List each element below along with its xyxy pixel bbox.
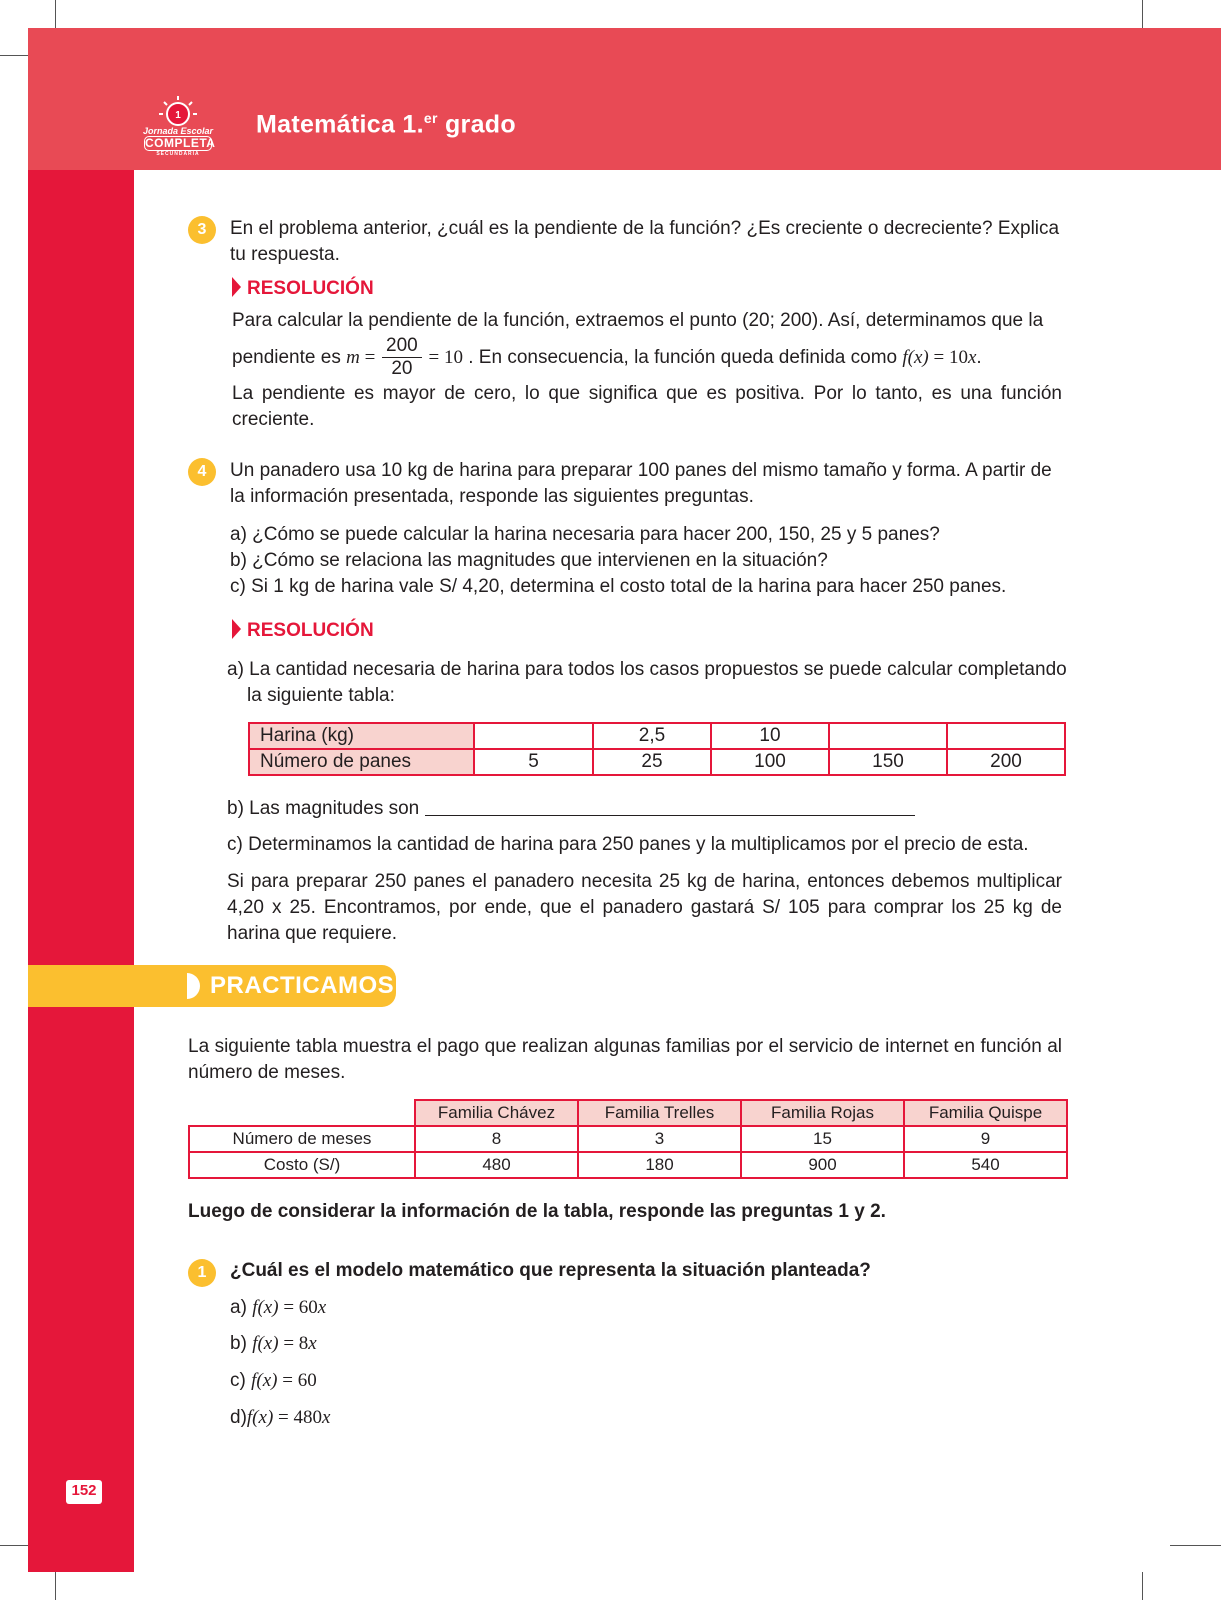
math-eq: = [359, 347, 381, 368]
table-cell [947, 723, 1065, 749]
row-label: Costo (S/) [189, 1152, 415, 1178]
math-eq: = 480 [273, 1407, 322, 1428]
answer-b-text: b) Las magnitudes son [227, 798, 420, 819]
math-fx: f(x) [252, 1297, 279, 1318]
trim-mark [0, 1545, 28, 1546]
table-cell: 3 [578, 1126, 741, 1152]
problem4-answer-c: c) Determinamos la cantidad de harina para 250 panes y la multiplicamos por el precio de esta. [227, 834, 1029, 855]
problem3-line1: Para calcular la pendiente de la función, extraemos el punto (20; 200). Así, determinamos que la [232, 310, 1044, 331]
math-x: x [322, 1407, 331, 1428]
trim-mark [1170, 1545, 1221, 1546]
table-cell: 480 [415, 1152, 578, 1178]
problem-number-3: 3 [188, 216, 216, 244]
column-header: Familia Chávez [415, 1100, 578, 1126]
title-superscript: er [423, 110, 438, 126]
table-cell: 2,5 [593, 723, 711, 749]
math-eq: = 10 [423, 347, 463, 368]
problem4-answer-b [227, 796, 1067, 822]
math-fx: f(x) [902, 347, 929, 368]
table-cell: 9 [904, 1126, 1067, 1152]
math-eq: = 60 [278, 1297, 318, 1318]
trim-mark [0, 55, 28, 56]
question1-text: ¿Cuál es el modelo matemático que representa la situación planteada? [230, 1260, 871, 1281]
table-cell: 25 [593, 749, 711, 775]
option-d [230, 1405, 330, 1431]
option-letter: d) [230, 1407, 247, 1428]
math-fx: f(x) [252, 1333, 279, 1354]
problem3-slope-line [232, 334, 1072, 382]
resolution-heading-3 [232, 277, 374, 300]
option-letter: a) [230, 1297, 253, 1318]
page-number: 152 [71, 1482, 97, 1499]
practicamos-instruction: Luego de considerar la información de la tabla, responde las preguntas 1 y 2. [188, 1201, 886, 1222]
table-row [189, 1126, 1067, 1152]
math-eq: = 60 [277, 1370, 317, 1391]
table-cell: 540 [904, 1152, 1067, 1178]
row-label: Número de meses [189, 1126, 415, 1152]
chevron-right-icon [232, 619, 241, 639]
trim-mark [55, 1572, 56, 1600]
table-cell: 10 [711, 723, 829, 749]
text: . En consecuencia, la función queda definida como [462, 347, 903, 368]
logo-line3: SECUNDARIA [156, 151, 200, 157]
problem4-item-a: a) ¿Cómo se puede calcular la harina necesaria para hacer 200, 150, 25 y 5 panes? [230, 524, 940, 545]
row-label: Harina (kg) [249, 723, 474, 749]
option-b [230, 1331, 317, 1357]
slope-fraction [382, 335, 422, 380]
practicamos-intro: La siguiente tabla muestra el pago que realizan algunas familias por el servicio de internet en función al número de meses. [188, 1036, 1062, 1083]
math-x: x [317, 1297, 327, 1318]
math-fx: f(x) [251, 1370, 278, 1391]
math-x: x [308, 1333, 317, 1354]
row-label: Número de panes [249, 749, 474, 775]
resolution-label: RESOLUCIÓN [247, 620, 374, 641]
table-cell: 5 [474, 749, 593, 775]
page-title [256, 110, 516, 139]
option-letter: b) [230, 1333, 253, 1354]
option-a [230, 1295, 326, 1321]
title-suffix: grado [437, 110, 516, 139]
trim-mark [1142, 1572, 1143, 1600]
answer-blank-line [425, 797, 915, 816]
table-row [249, 723, 1065, 749]
column-header: Familia Rojas [741, 1100, 904, 1126]
chevron-right-icon [232, 277, 241, 297]
internet-payment-table [188, 1099, 1068, 1179]
fraction-denominator: 20 [391, 358, 413, 380]
logo-line1: Jornada Escolar [142, 126, 214, 136]
column-header: Familia Trelles [578, 1100, 741, 1126]
math-eq: = 8 [278, 1333, 309, 1354]
problem3-line3: La pendiente es mayor de cero, lo que significa que es positiva. Por lo tanto, es una función creciente. [232, 383, 1062, 430]
svg-text:1: 1 [175, 110, 181, 121]
trim-mark [1142, 0, 1143, 28]
table-cell: 200 [947, 749, 1065, 775]
option-letter: c) [230, 1370, 252, 1391]
table-cell: 150 [829, 749, 947, 775]
empty-cell [189, 1100, 415, 1126]
title-prefix: Matemática 1. [256, 110, 424, 139]
table-row [249, 749, 1065, 775]
table-cell: 180 [578, 1152, 741, 1178]
resolution-heading-4 [232, 619, 374, 642]
math-fx: f(x) [246, 1407, 274, 1428]
table-cell: 100 [711, 749, 829, 775]
practicamos-title: PRACTICAMOS [210, 972, 395, 999]
table-cell: 15 [741, 1126, 904, 1152]
table-cell: 900 [741, 1152, 904, 1178]
text: . [976, 347, 982, 368]
table-header-row [189, 1100, 1067, 1126]
problem-number-4: 4 [188, 458, 216, 486]
problem3-question: En el problema anterior, ¿cuál es la pendiente de la función? ¿Es creciente o decreciente? Explica tu respuesta. [230, 218, 1060, 265]
side-band [28, 170, 134, 1572]
table-row [189, 1152, 1067, 1178]
column-header: Familia Quispe [904, 1100, 1067, 1126]
problem4-item-c: c) Si 1 kg de harina vale S/ 4,20, determina el costo total de la harina para hacer 250 panes. [230, 576, 1007, 597]
logo [138, 126, 218, 158]
table-cell [829, 723, 947, 749]
table-cell [474, 723, 593, 749]
math-m: m [346, 347, 360, 368]
math-eq: = 10 [928, 347, 968, 368]
problem4-answer-c-detail: Si para preparar 250 panes el panadero necesita 25 kg de harina, entonces debemos multiplicar 4,20 x 25. Encontramos, por ende, que el panadero gastará S/ 105 para comprar los 25 kg de harina que requiere. [227, 871, 1062, 944]
option-c [230, 1368, 317, 1394]
fraction-numerator: 200 [382, 335, 422, 358]
question-number-1: 1 [188, 1259, 216, 1287]
resolution-label: RESOLUCIÓN [247, 278, 374, 299]
table-cell: 8 [415, 1126, 578, 1152]
problem4-item-b: b) ¿Cómo se relaciona las magnitudes que intervienen en la situación? [230, 550, 828, 571]
flour-table [248, 722, 1066, 776]
math-x: x [967, 347, 977, 368]
text: pendiente es [232, 347, 347, 368]
trim-mark [55, 0, 56, 28]
problem4-question: Un panadero usa 10 kg de harina para preparar 100 panes del mismo tamaño y forma. A partir de la información presentada, responde las siguientes preguntas. [230, 460, 1052, 507]
logo-line2: COMPLETA [145, 136, 216, 150]
problem4-answer-a: a) La cantidad necesaria de harina para todos los casos propuestos se puede calcular completando la siguiente tabla: [227, 659, 1067, 706]
